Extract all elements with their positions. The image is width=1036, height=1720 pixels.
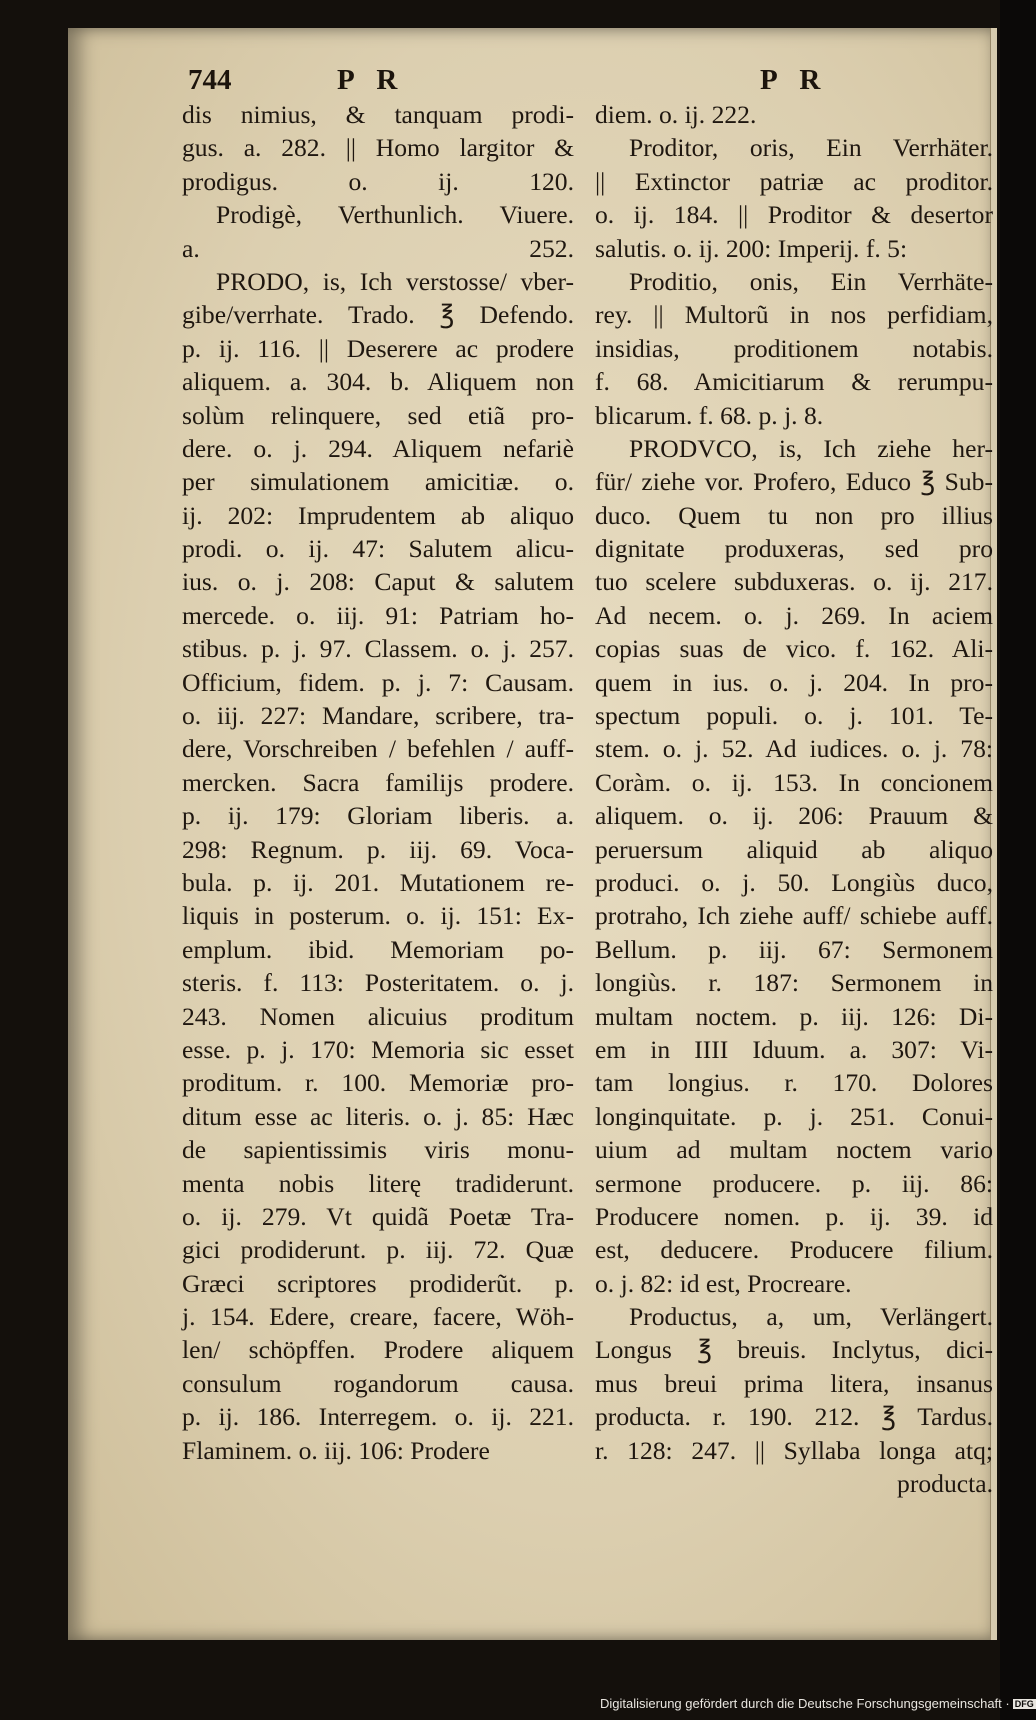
- text-line: PRODO, is, Ich verstosse/ vber-: [216, 266, 574, 296]
- text-line: stem. o. j. 52. Ad iudices. o. j. 78:: [595, 734, 993, 764]
- text-line: o. j. 82: id est, Procreare.: [595, 1268, 852, 1298]
- text-line: Officium, fidem. p. j. 7: Causam.: [182, 667, 574, 697]
- text-line: p. ij. 186. Interregem. o. ij. 221.: [182, 1402, 574, 1432]
- text-line: uium ad multam noctem vario: [595, 1135, 993, 1165]
- text-line: a. 252.: [182, 233, 574, 263]
- text-line: für/ ziehe vor. Profero, Educo ℥ Sub-: [595, 467, 993, 497]
- text-line: ditum esse ac literis. o. j. 85: Hæc: [182, 1101, 574, 1131]
- text-line: r. 128: 247. || Syllaba longa atq;: [595, 1435, 993, 1465]
- text-line: Bellum. p. iij. 67: Sermonem: [595, 934, 993, 964]
- text-line: emplum. ibid. Memoriam po-: [182, 934, 574, 964]
- text-line: gici prodiderunt. p. iij. 72. Quæ: [182, 1235, 574, 1265]
- text-line: solùm relinquere, sed etiã pro-: [182, 400, 574, 430]
- text-line: p. ij. 116. || Deserere ac prodere: [182, 333, 574, 363]
- text-line: Flaminem. o. iij. 106: Prodere: [182, 1435, 490, 1465]
- text-line: insidias, proditionem notabis.: [595, 333, 993, 363]
- text-line: mercede. o. iij. 91: Patriam ho-: [182, 600, 574, 630]
- text-line: protraho, Ich ziehe auff/ schiebe auff.: [595, 901, 993, 931]
- text-line: blicarum. f. 68. p. j. 8.: [595, 400, 824, 430]
- dfg-logo-icon: DFG: [1014, 1699, 1034, 1709]
- text-line: ij. 202: Imprudentem ab aliquo: [182, 500, 574, 530]
- text-line: tuo scelere subduxeras. o. ij. 217.: [595, 567, 993, 597]
- text-line: spectum populi. o. j. 101. Te-: [595, 701, 993, 731]
- text-line: dis nimius, & tanquam prodi-: [182, 100, 574, 129]
- text-line: diem. o. ij. 222.: [595, 100, 757, 129]
- text-line: de sapientissimis viris monu-: [182, 1135, 574, 1165]
- text-line: multam noctem. p. iij. 126: Di-: [595, 1001, 993, 1031]
- text-line: bula. p. ij. 201. Mutationem re-: [182, 867, 574, 897]
- text-line: sermone producere. p. iij. 86:: [595, 1168, 993, 1198]
- left-running-head: P R: [337, 64, 406, 96]
- text-line: ius. o. j. 208: Caput & salutem: [182, 567, 574, 597]
- text-line: peruersum aliquid ab aliquo: [595, 834, 993, 864]
- text-line: Græci scriptores prodiderũt. p.: [182, 1268, 574, 1298]
- text-line: o. ij. 279. Vt quidã Poetæ Tra-: [182, 1201, 574, 1231]
- text-line: rey. || Multorũ in nos perfidiam,: [595, 300, 993, 330]
- text-line: Prodigè, Verthunlich. Viuere.: [216, 200, 574, 230]
- text-line: aliquem. o. ij. 206: Prauum &: [595, 801, 993, 831]
- text-line: producta. r. 190. 212. ℥ Tardus.: [595, 1402, 993, 1432]
- text-line: dere. o. j. 294. Aliquem nefariè: [182, 433, 574, 463]
- text-line: Proditio, onis, Ein Verrhäte-: [629, 266, 993, 296]
- text-line: gibe/verrhate. Trado. ℥ Defendo.: [182, 300, 574, 330]
- text-line: producta.: [897, 1469, 993, 1499]
- text-line: steris. f. 113: Posteritatem. o. j.: [182, 968, 574, 998]
- footer-text: Digitalisierung gefördert durch die Deutsche Forschungsgemeinschaft ·: [600, 1696, 1010, 1711]
- text-line: consulum rogandorum causa.: [182, 1368, 574, 1398]
- text-line: esse. p. j. 170: Memoria sic esset: [182, 1034, 574, 1064]
- text-line: tam longius. r. 170. Dolores: [595, 1068, 993, 1098]
- text-line: Longus ℥ breuis. Inclytus, dici-: [595, 1335, 993, 1365]
- text-line: produci. o. j. 50. Longiùs duco,: [595, 867, 993, 897]
- text-line: Productus, a, um, Verlängert.: [629, 1302, 993, 1332]
- text-line: stibus. p. j. 97. Classem. o. j. 257.: [182, 634, 574, 664]
- footer-credit: [600, 1696, 1034, 1711]
- text-line: o. ij. 184. || Proditor & desertor: [595, 200, 993, 230]
- text-line: prodigus. o. ij. 120.: [182, 166, 574, 196]
- text-line: j. 154. Edere, creare, facere, Wöh-: [182, 1302, 574, 1332]
- text-line: f. 68. Amicitiarum & rerumpu-: [595, 367, 993, 397]
- page-number: 744: [188, 64, 232, 96]
- text-line: per simulationem amicitiæ. o.: [182, 467, 574, 497]
- text-line: mus breui prima litera, insanus: [595, 1368, 993, 1398]
- text-line: Producere nomen. p. ij. 39. id: [595, 1201, 993, 1231]
- text-line: gus. a. 282. || Homo largitor &: [182, 133, 574, 163]
- text-line: mercken. Sacra familijs prodere.: [182, 767, 574, 797]
- text-line: em in IIII Iduum. a. 307: Vi-: [595, 1034, 993, 1064]
- text-line: 243. Nomen alicuius proditum: [182, 1001, 574, 1031]
- text-line: 298: Regnum. p. iij. 69. Voca-: [182, 834, 574, 864]
- text-line: Coràm. o. ij. 153. In concionem: [595, 767, 993, 797]
- right-running-head: P R: [760, 64, 829, 96]
- text-line: dere, Vorschreiben / befehlen / auff-: [182, 734, 574, 764]
- text-line: PRODVCO, is, Ich ziehe her-: [629, 433, 993, 463]
- text-line: proditum. r. 100. Memoriæ pro-: [182, 1068, 574, 1098]
- text-line: longiùs. r. 187: Sermonem in: [595, 968, 993, 998]
- text-line: Ad necem. o. j. 269. In aciem: [595, 600, 993, 630]
- text-line: copias suas de vico. f. 162. Ali-: [595, 634, 993, 664]
- text-line: p. ij. 179: Gloriam liberis. a.: [182, 801, 574, 831]
- text-line: duco. Quem tu non pro illius: [595, 500, 993, 530]
- right-column: [595, 98, 993, 1500]
- text-line: dignitate produxeras, sed pro: [595, 534, 993, 564]
- text-line: aliquem. a. 304. b. Aliquem non: [182, 367, 574, 397]
- text-line: longinquitate. p. j. 251. Conui-: [595, 1101, 993, 1131]
- text-line: quem in ius. o. j. 204. In pro-: [595, 667, 993, 697]
- text-line: Proditor, oris, Ein Verrhäter.: [629, 133, 993, 163]
- text-line: est, deducere. Producere filium.: [595, 1235, 993, 1265]
- text-line: o. iij. 227: Mandare, scribere, tra-: [182, 701, 574, 731]
- left-column: [182, 98, 574, 1467]
- text-line: menta nobis literę tradiderunt.: [182, 1168, 574, 1198]
- text-line: salutis. o. ij. 200: Imperij. f. 5:: [595, 233, 908, 263]
- text-line: len/ schöpffen. Prodere aliquem: [182, 1335, 574, 1365]
- text-line: || Extinctor patriæ ac proditor.: [595, 166, 993, 196]
- text-line: liquis in posterum. o. ij. 151: Ex-: [182, 901, 574, 931]
- text-line: prodi. o. ij. 47: Salutem alicu-: [182, 534, 574, 564]
